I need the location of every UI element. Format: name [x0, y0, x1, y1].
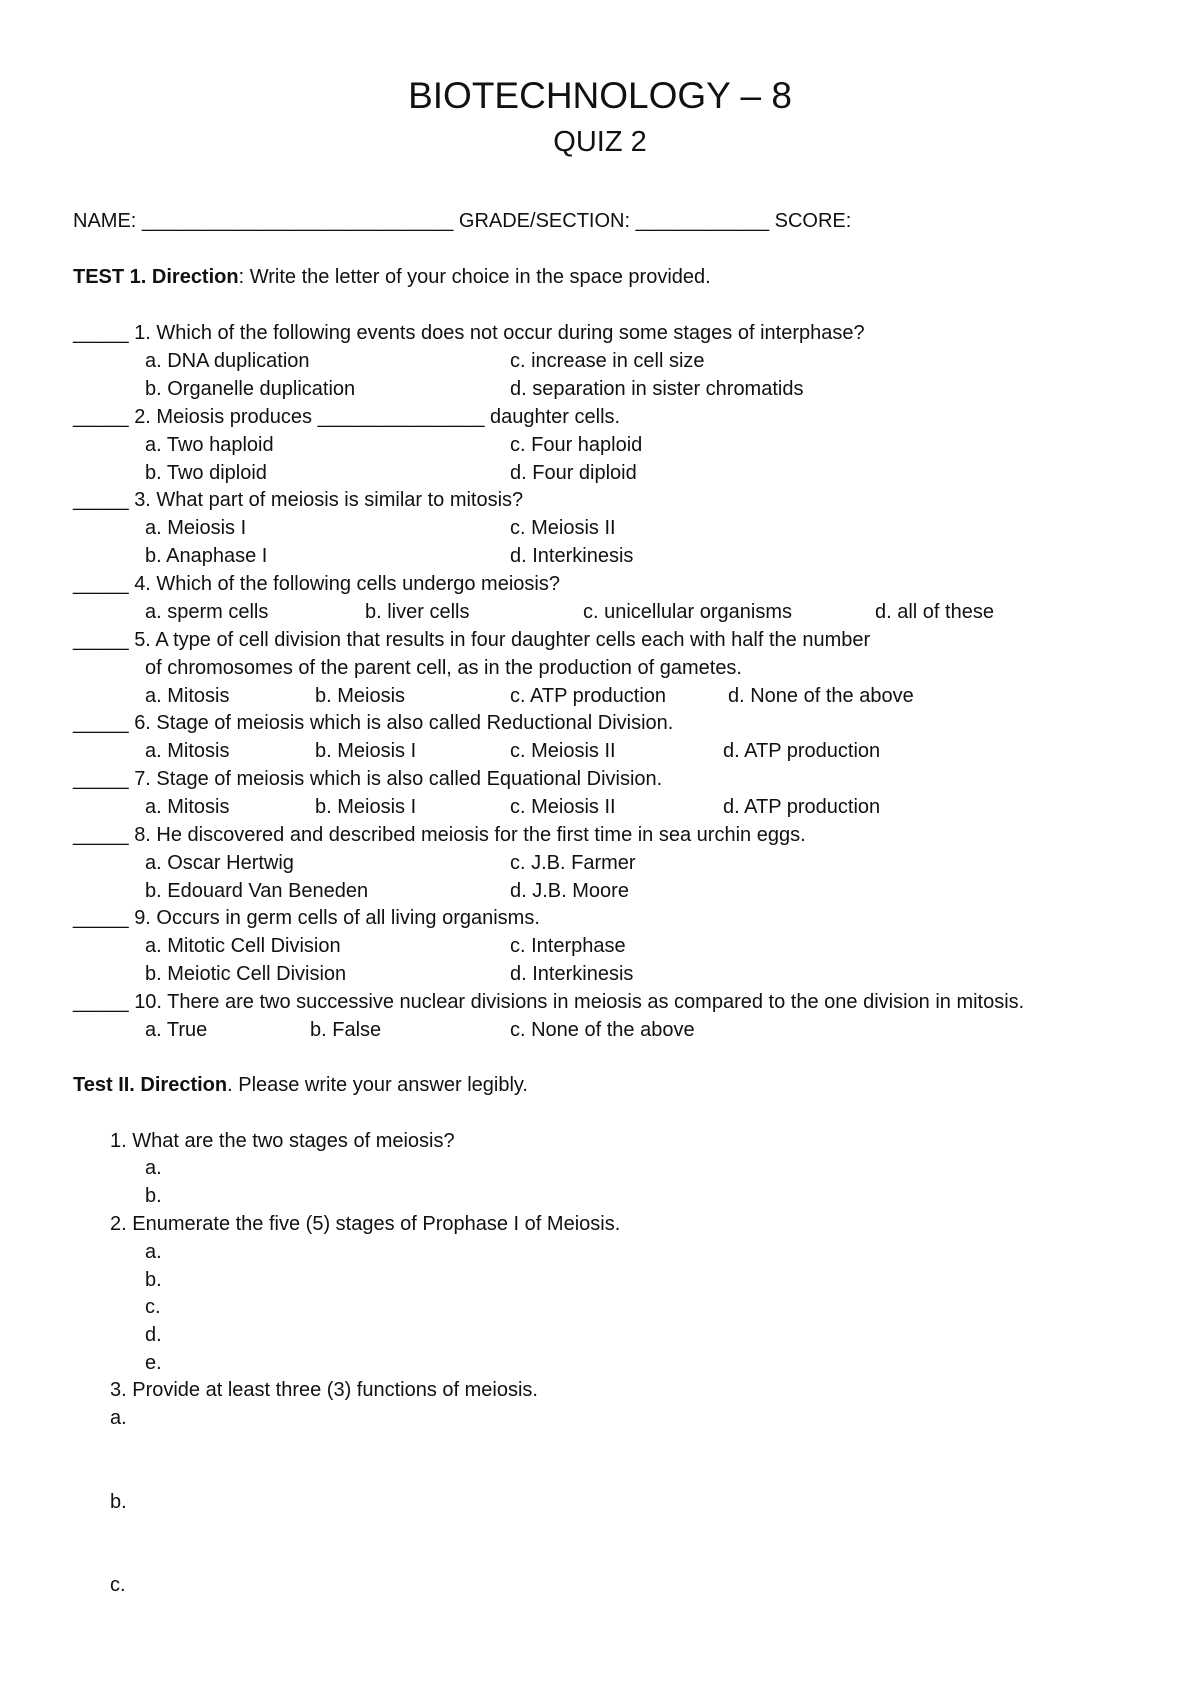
- choice-d: d. None of the above: [728, 685, 914, 707]
- test1-label: TEST 1. Direction: [73, 266, 239, 288]
- question-6: [73, 710, 673, 736]
- choice-d: d. separation in sister chromatids: [510, 378, 804, 400]
- question-2: [73, 404, 620, 430]
- question-7: [73, 766, 662, 792]
- choice-a: a. Meiosis I: [145, 517, 247, 539]
- choice-b: b. Meiosis I: [315, 796, 417, 818]
- test2-direction: [73, 1072, 528, 1098]
- test1-direction-text: : Write the letter of your choice in the space provided.: [238, 266, 711, 288]
- page-subtitle: QUIZ 2: [553, 126, 647, 158]
- answer-blank: _____: [73, 991, 129, 1013]
- answer-line-b: b.: [110, 1491, 127, 1513]
- test2-label: Test II. Direction: [73, 1074, 228, 1096]
- choice-a: a. sperm cells: [145, 601, 269, 623]
- answer-blank: _____: [73, 768, 129, 790]
- question-9: [73, 905, 540, 931]
- choice-c: c. None of the above: [510, 1019, 695, 1041]
- answer-blank: _____: [73, 573, 129, 595]
- question-text: 6. Stage of meiosis which is also called Reductional Division.: [134, 712, 674, 734]
- question-1: [73, 320, 865, 346]
- question-text: 2. Meiosis produces _______________ daughter cells.: [134, 406, 621, 428]
- question-8: [73, 822, 806, 848]
- choice-d: d. J.B. Moore: [510, 880, 629, 902]
- choice-b: b. Anaphase I: [145, 545, 268, 567]
- test2-question-3: 3. Provide at least three (3) functions of meiosis.: [110, 1379, 538, 1401]
- answer-line-b: b.: [145, 1269, 162, 1291]
- choice-c: c. ATP production: [510, 685, 667, 707]
- question-text: 7. Stage of meiosis which is also called Equational Division.: [134, 768, 663, 790]
- choice-a: a. Mitosis: [145, 796, 230, 818]
- choice-c: c. Four haploid: [510, 434, 643, 456]
- page-title: BIOTECHNOLOGY – 8: [408, 75, 792, 116]
- question-4: [73, 571, 560, 597]
- choice-c: c. increase in cell size: [510, 350, 705, 372]
- test2-direction-text: . Please write your answer legibly.: [227, 1074, 528, 1096]
- answer-blank: _____: [73, 322, 129, 344]
- choice-b: b. Edouard Van Beneden: [145, 880, 369, 902]
- choice-d: d. Four diploid: [510, 462, 637, 484]
- answer-blank: _____: [73, 907, 129, 929]
- answer-blank: _____: [73, 629, 129, 651]
- test1-direction: [73, 264, 711, 290]
- choice-b: b. Meiotic Cell Division: [145, 963, 347, 985]
- choice-c: c. unicellular organisms: [583, 601, 792, 623]
- question-10: [73, 989, 1024, 1015]
- answer-line-b: b.: [145, 1185, 162, 1207]
- choice-d: d. Interkinesis: [510, 545, 634, 567]
- test2-question-1: 1. What are the two stages of meiosis?: [110, 1130, 455, 1152]
- answer-line-a: a.: [145, 1157, 162, 1179]
- choice-b: b. Two diploid: [145, 462, 267, 484]
- question-text: 5. A type of cell division that results in four daughter cells each with half the number: [134, 629, 871, 651]
- test2-question-2: 2. Enumerate the five (5) stages of Prophase I of Meiosis.: [110, 1213, 621, 1235]
- choice-b: b. Meiosis: [315, 685, 406, 707]
- choice-a: a. Mitotic Cell Division: [145, 935, 341, 957]
- choice-c: c. Interphase: [510, 935, 626, 957]
- answer-blank: _____: [73, 824, 129, 846]
- answer-line-c: c.: [145, 1296, 161, 1318]
- question-text: 3. What part of meiosis is similar to mitosis?: [134, 489, 524, 511]
- question-text: 10. There are two successive nuclear divisions in meiosis as compared to the one division in mitosis.: [134, 991, 1025, 1013]
- choice-d: d. ATP production: [723, 796, 881, 818]
- choice-a: a. DNA duplication: [145, 350, 310, 372]
- choice-d: d. Interkinesis: [510, 963, 634, 985]
- choice-b: b. False: [310, 1019, 382, 1041]
- question-text: 1. Which of the following events does not occur during some stages of interphase?: [134, 322, 865, 344]
- choice-b: b. Meiosis I: [315, 740, 417, 762]
- choice-b: b. liver cells: [365, 601, 470, 623]
- answer-blank: _____: [73, 712, 129, 734]
- answer-line-c: c.: [110, 1574, 126, 1596]
- question-text-continued: of chromosomes of the parent cell, as in the production of gametes.: [145, 657, 742, 679]
- choice-d: d. all of these: [875, 601, 994, 623]
- choice-c: c. J.B. Farmer: [510, 852, 636, 874]
- choice-c: c. Meiosis II: [510, 517, 616, 539]
- choice-a: a. Two haploid: [145, 434, 274, 456]
- choice-a: a. Mitosis: [145, 685, 230, 707]
- choice-d: d. ATP production: [723, 740, 881, 762]
- answer-blank: _____: [73, 489, 129, 511]
- choice-a: a. Oscar Hertwig: [145, 852, 294, 874]
- answer-blank: _____: [73, 406, 129, 428]
- answer-line-a: a.: [145, 1241, 162, 1263]
- question-5: [73, 627, 870, 653]
- question-text: 8. He discovered and described meiosis for the first time in sea urchin eggs.: [134, 824, 806, 846]
- choice-b: b. Organelle duplication: [145, 378, 356, 400]
- choice-a: a. Mitosis: [145, 740, 230, 762]
- choice-a: a. True: [145, 1019, 208, 1041]
- question-text: 4. Which of the following cells undergo meiosis?: [134, 573, 560, 595]
- answer-line-a: a.: [110, 1407, 127, 1429]
- question-3: [73, 487, 523, 513]
- choice-c: c. Meiosis II: [510, 740, 616, 762]
- answer-line-d: d.: [145, 1324, 162, 1346]
- question-text: 9. Occurs in germ cells of all living organisms.: [134, 907, 540, 929]
- choice-c: c. Meiosis II: [510, 796, 616, 818]
- student-info-line: NAME: ____________________________ GRADE/SECTION: ____________ SCORE:: [73, 210, 852, 232]
- answer-line-e: e.: [145, 1352, 162, 1374]
